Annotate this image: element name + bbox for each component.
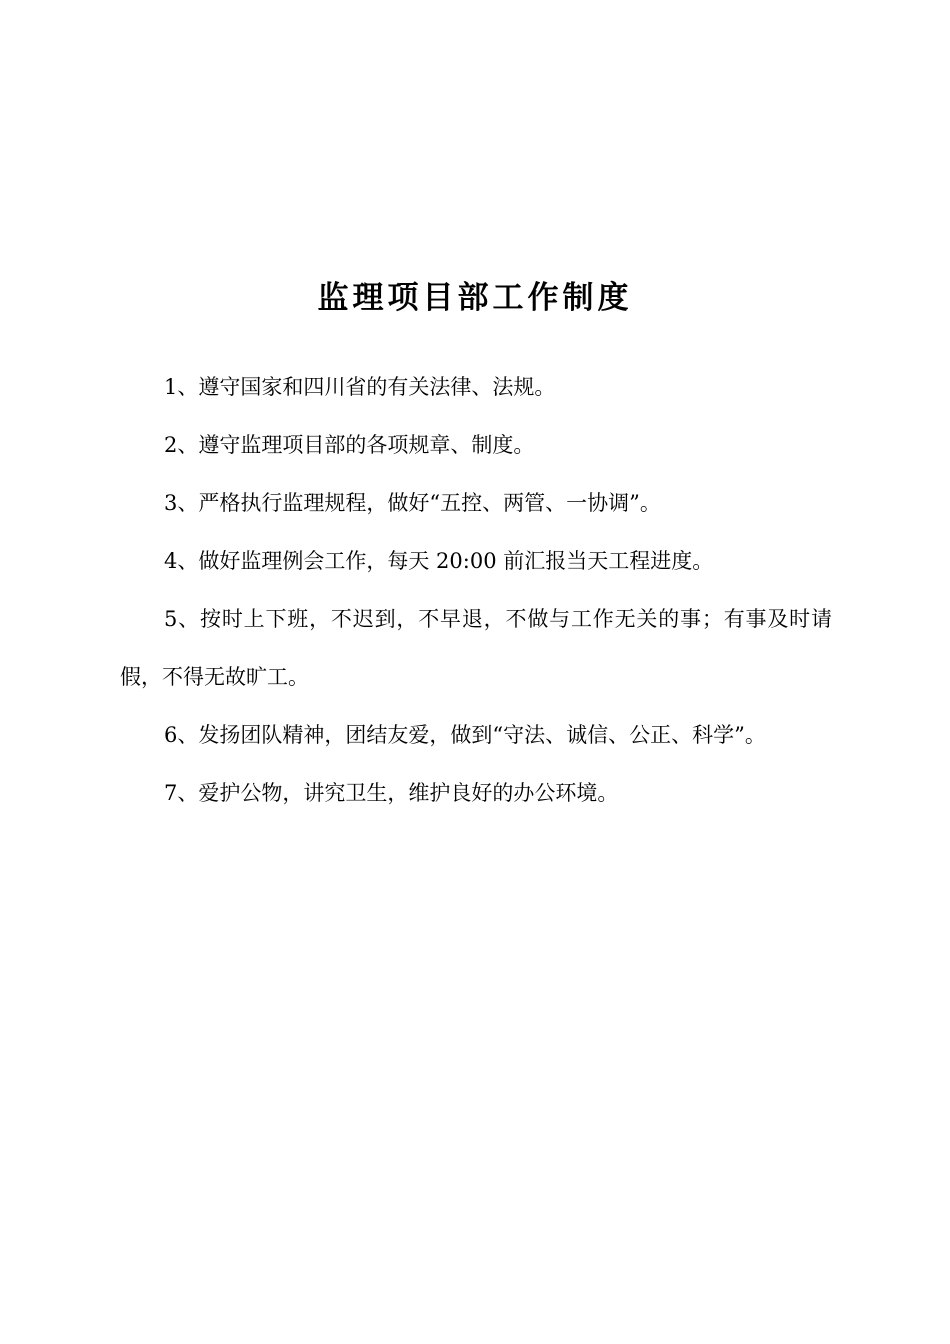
rule-item-2: 2、遵守监理项目部的各项规章、制度。	[164, 433, 535, 457]
rules-list	[120, 358, 832, 822]
rule-item-5: 5、按时上下班，不迟到，不早退，不做与工作无关的事；有事及时请假，不得无故旷工。	[120, 607, 832, 689]
rule-item-4: 4、做好监理例会工作，每天 20:00 前汇报当天工程进度。	[164, 549, 714, 573]
rule-item-6: 6、发扬团队精神，团结友爱，做到“守法、诚信、公正、科学”。	[164, 723, 766, 747]
document-title: 监理项目部工作制度	[317, 280, 633, 316]
rule-item-3: 3、严格执行监理规程，做好“五控、两管、一协调”。	[164, 491, 661, 515]
rule-item-1: 1、遵守国家和四川省的有关法律、法规。	[164, 375, 556, 399]
rule-item-7: 7、爱护公物，讲究卫生，维护良好的办公环境。	[164, 781, 619, 805]
